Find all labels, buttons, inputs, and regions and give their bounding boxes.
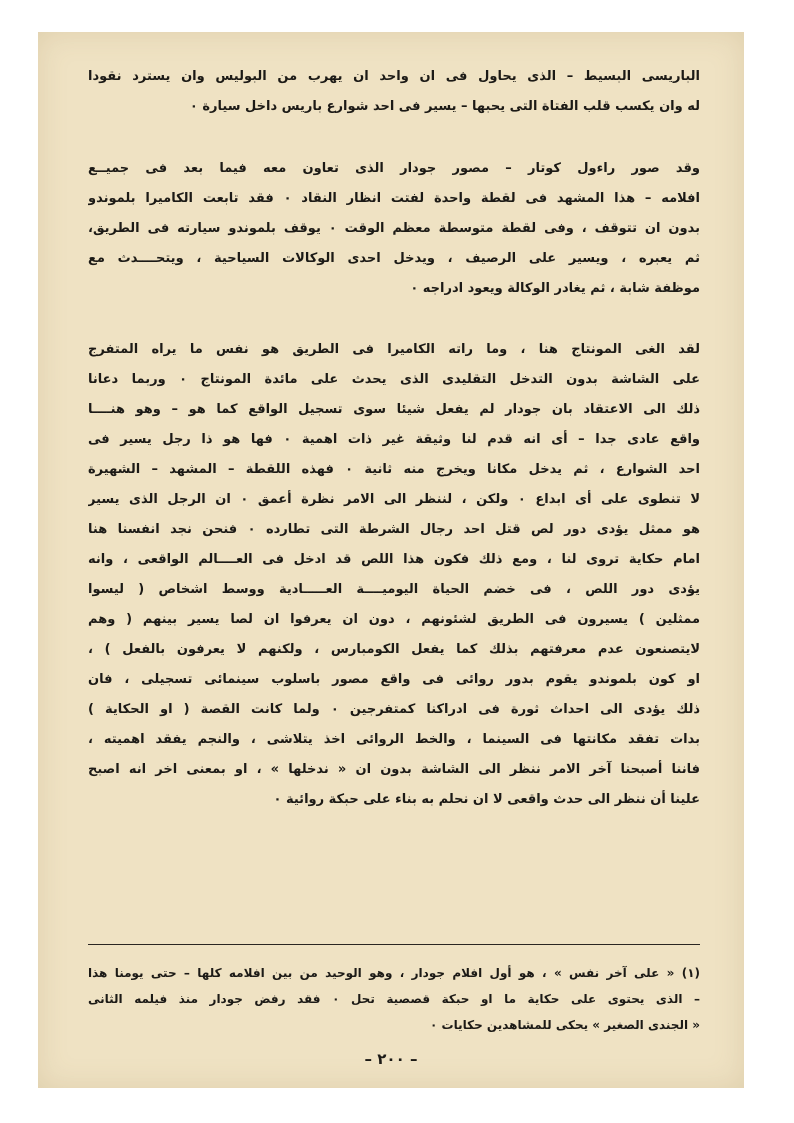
text-line: افلامه – هذا المشهد فى لقطة واحدة لفتت انظار النقاد ٠ فقد تابعت الكاميرا بلموندو (88, 191, 700, 206)
text-line: بدون ان تتوقف ، وفى لقطة متوسطة معظم الوقت ٠ يوقف بلموندو سيارته فى الطريق، (88, 221, 700, 236)
text-line: امام حكاية تروى لنا ، ومع ذلك فكون هذا اللص قد ادخل فى العــــالم الواقعى ، وانه (88, 552, 700, 567)
text-line: ممثلين ) يسيرون فى الطريق لشئونهم ، دون ان يعرفوا ان لصا يسير بينهم ( وهم (88, 612, 700, 627)
footnote (88, 960, 700, 1038)
text-line: واقع عادى جدا – أى انه قدم لنا وثيقة غير ذات اهمية ٠ فها هو ذا رجل يسير فى (88, 432, 700, 447)
text-line: فاننا أصبحنا آخر الامر ننظر الى الشاشة بدون ان « ندخلها » ، او بمعنى اخر انه اصبح (88, 762, 700, 777)
text-line: على الشاشة بدون التدخل التقليدى الذى يحدث على مائدة المونتاج ٠ وربما دعانا (88, 372, 700, 387)
text-line: لا تنطوى على أى ابداع ٠ ولكن ، لننظر الى الامر نظرة أعمق ٠ ان الرجل الذى يسير (88, 492, 700, 507)
page-number: – ٢٠٠ – (364, 1050, 418, 1068)
main-text (88, 56, 700, 815)
text-line: له وان يكسب قلب الفتاة التى يحبها – يسير فى احد شوارع باريس داخل سيارة ٠ (189, 99, 700, 114)
text-line: احد الشوارع ، ثم يدخل مكانا ويخرج منه ثانية ٠ فهذه اللقطة – المشهد – الشهيرة (88, 462, 700, 477)
text-line: موظفة شابة ، ثم يغادر الوكالة ويعود ادراجه ٠ (410, 281, 700, 296)
scanned-page (38, 32, 744, 1088)
text-line: بدات تفقد مكانتها فى السينما ، والخط الروائى اخذ يتلاشى ، والنجم يفقد اهميته ، (88, 732, 700, 747)
text-line: او كون بلموندو يقوم بدور روائى فى واقع مصور باسلوب سينمائى تسجيلى ، فان (88, 672, 700, 687)
footnote-line: « الجندى الصغير » يحكى للمشاهدين حكايات ٠ (430, 1018, 700, 1032)
footnote-line: (١) « على آخر نفس » ، هو أول افلام جودار ، وهو الوحيد من بين افلامه كلها – حتى يومنا هذا (88, 966, 700, 980)
text-line: وقد صور راءول كوتار – مصور جودار الذى تعاون معه فيما بعد فى جميــع (88, 161, 700, 176)
text-line: هو ممثل يؤدى دور لص قتل احد رجال الشرطة التى تطارده ٠ فنحن نجد انفسنا هنا (88, 522, 700, 537)
text-line: الباريسى البسيط – الذى يحاول فى ان واحد ان يهرب من البوليس وان يسترد نقودا (88, 69, 700, 84)
text-line: ثم يعبره ، ويسير على الرصيف ، ويدخل احدى الوكالات السياحية ، ويتحــــدث مع (88, 251, 700, 266)
text-line: ذلك الى الاعتقاد بان جودار لم يفعل شيئا سوى تسجيل الواقع كما هو – وهو هنــــا (88, 402, 700, 417)
text-line: يؤدى دور اللص ، فى خضم الحياة اليوميــــة العـــــادية ووسط اشخاص ( ليسوا (88, 582, 700, 597)
footnote-line: – الذى يحتوى على حكاية ما او حبكة قصصية تحل ٠ فقد رفض جودار منذ فيلمه الثانى (88, 992, 700, 1006)
paragraph-3 (88, 335, 700, 815)
paragraph-2 (88, 154, 700, 304)
text-line: لقد الغى المونتاج هنا ، وما راته الكاميرا فى الطريق هو نفس ما يراه المتفرج (88, 342, 700, 357)
paragraph-1 (88, 62, 700, 122)
text-line: لايتصنعون عدم معرفتهم بذلك كما يفعل الكومبارس ، ولكنهم لا يعرفون بالفعل ) ، (88, 642, 700, 657)
text-line: ذلك يؤدى الى احداث ثورة فى ادراكنا كمتفرجين ٠ ولما كانت القصة ( او الحكاية ) (88, 702, 700, 717)
text-line: علينا أن ننظر الى حدث واقعى لا ان نحلم به بناء على حبكة روائية ٠ (273, 792, 700, 807)
footnote-divider (88, 944, 700, 945)
